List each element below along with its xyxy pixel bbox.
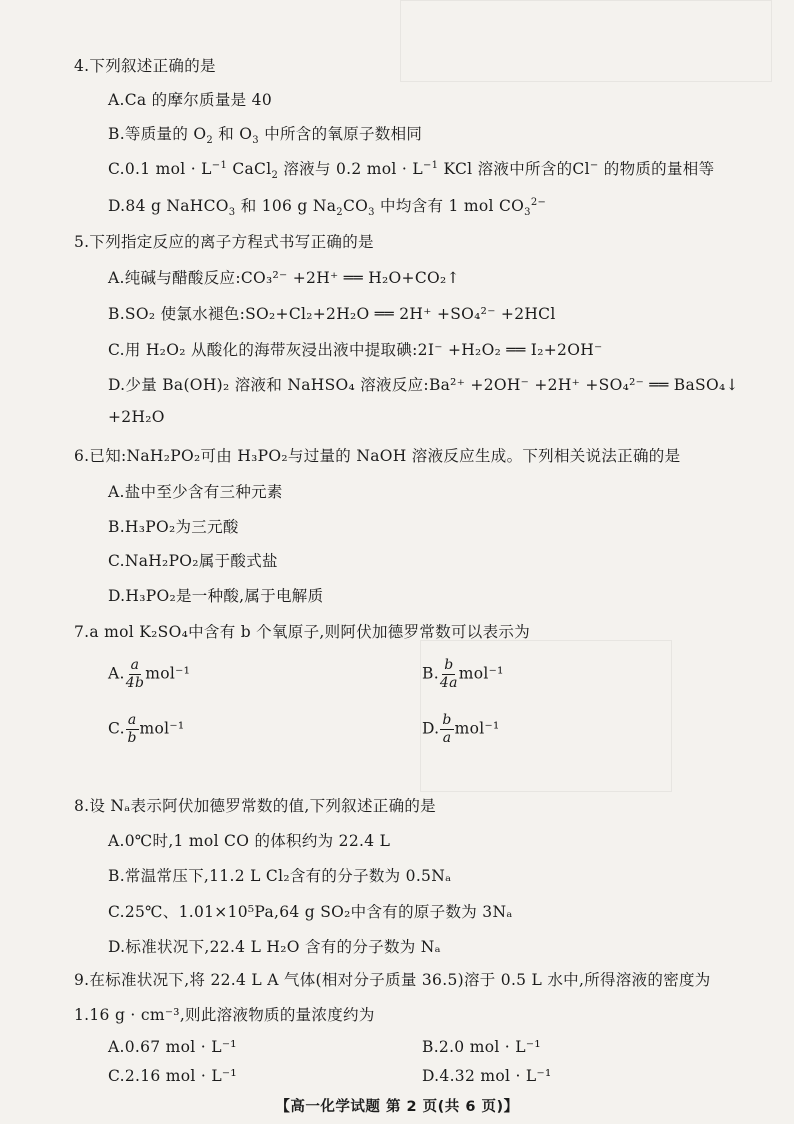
fraction: $\frac{a}{b}$ xyxy=(127,712,137,746)
q4-option-b: B.等质量的 $O_2$ 和 $O_3$ 中所含的氧原子数相同 xyxy=(108,125,423,147)
q9-option-b: B.2.0 mol · L⁻¹ xyxy=(422,1038,541,1056)
q6-option-c: C.NaH₂PO₂属于酸式盐 xyxy=(108,552,278,570)
fraction: $\frac{b}{a}$ xyxy=(442,712,452,746)
q8-stem: 8.设 Nₐ表示阿伏加德罗常数的值,下列叙述正确的是 xyxy=(74,797,436,815)
q4-option-a: A.Ca 的摩尔质量是 40 xyxy=(108,91,272,109)
q8-option-d: D.标准状况下,22.4 L H₂O 含有的分子数为 Nₐ xyxy=(108,938,441,956)
q5-option-d-cont: +2H₂O xyxy=(108,408,165,426)
q9-stem: 9.在标准状况下,将 22.4 L A 气体(相对分子质量 36.5)溶于 0.5 L 水中,所得溶液的密度为 xyxy=(74,971,711,989)
q7-option-b: B. $\frac{b}{4a}$ mol⁻¹ xyxy=(422,657,504,691)
q8-option-b: B.常温常压下,11.2 L Cl₂含有的分子数为 0.5Nₐ xyxy=(108,867,452,885)
q5-stem: 5.下列指定反应的离子方程式书写正确的是 xyxy=(74,233,374,251)
q5-option-b: B.SO₂ 使氯水褪色:SO₂+Cl₂+2H₂O ══ 2H⁺ +SO₄²⁻ +2HCl xyxy=(108,305,556,323)
q4-option-d: D.84 g NaHCO$_3$ 和 106 g $Na_2CO_3$ 中均含有 1 mol $CO_3^{2-}$ xyxy=(108,196,547,219)
q7-stem: 7.a mol K₂SO₄中含有 b 个氧原子,则阿伏加德罗常数可以表示为 xyxy=(74,623,531,641)
q5-option-c: C.用 H₂O₂ 从酸化的海带灰浸出液中提取碘:2I⁻ +H₂O₂ ══ I₂+2OH⁻ xyxy=(108,341,603,359)
q9-stem-cont: 1.16 g · cm⁻³,则此溶液物质的量浓度约为 xyxy=(74,1006,375,1024)
q9-option-d: D.4.32 mol · L⁻¹ xyxy=(422,1067,552,1085)
q7-option-c: C. $\frac{a}{b}$ mol⁻¹ xyxy=(108,712,185,746)
q6-option-a: A.盐中至少含有三种元素 xyxy=(108,483,283,501)
q6-option-b: B.H₃PO₂为三元酸 xyxy=(108,518,239,536)
q8-option-a: A.0℃时,1 mol CO 的体积约为 22.4 L xyxy=(108,832,391,850)
q6-stem: 6.已知:NaH₂PO₂可由 H₃PO₂与过量的 NaOH 溶液反应生成。下列相关说法正确的是 xyxy=(74,447,681,465)
page-footer: 【高一化学试题 第 2 页(共 6 页)】 xyxy=(275,1099,519,1115)
q8-option-c: C.25℃、1.01×10⁵Pa,64 g SO₂中含有的原子数为 3Nₐ xyxy=(108,903,513,921)
fraction: $\frac{a}{4b}$ xyxy=(125,657,145,691)
q7-option-a: A. $\frac{a}{4b}$ mol⁻¹ xyxy=(108,657,191,691)
bleed-through-box xyxy=(400,0,772,82)
fraction: $\frac{b}{4a}$ xyxy=(439,657,458,691)
q5-option-d: D.少量 Ba(OH)₂ 溶液和 NaHSO₄ 溶液反应:Ba²⁺ +2OH⁻ +2H⁺ +SO₄²⁻ ══ BaSO₄↓ xyxy=(108,376,739,394)
q4-stem: 4.下列叙述正确的是 xyxy=(74,57,216,75)
q7-option-d: D. $\frac{b}{a}$ mol⁻¹ xyxy=(422,712,500,746)
q9-option-a: A.0.67 mol · L⁻¹ xyxy=(108,1038,237,1056)
q5-option-a: A.纯碱与醋酸反应:CO₃²⁻ +2H⁺ ══ H₂O+CO₂↑ xyxy=(108,269,460,287)
q4-option-c: C.0.1 mol · $L^{-1}$ CaCl$_2$ 溶液与 0.2 mol · $L^{-1}$ KCl 溶液中所含的Cl− 的物质的量相等 xyxy=(108,159,715,182)
q9-option-c: C.2.16 mol · L⁻¹ xyxy=(108,1067,237,1085)
q6-option-d: D.H₃PO₂是一种酸,属于电解质 xyxy=(108,587,324,605)
